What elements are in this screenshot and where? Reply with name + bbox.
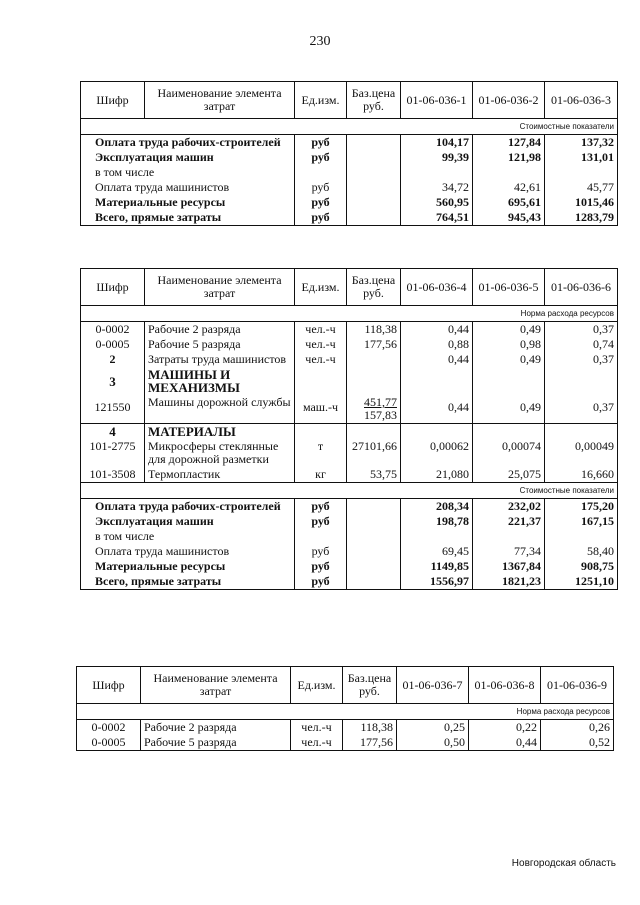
table-row bbox=[81, 544, 618, 559]
table-row bbox=[81, 352, 618, 367]
row-code: 0-0005 bbox=[81, 337, 145, 352]
table-row bbox=[81, 395, 618, 424]
row-value-3: 16,660 bbox=[545, 467, 618, 483]
row-name: Оплата труда рабочих-строителей bbox=[81, 135, 295, 151]
header-code: Шифр bbox=[77, 667, 141, 704]
table-header-row bbox=[81, 82, 618, 119]
row-price bbox=[347, 395, 401, 424]
header-col-1: 01-06-036-1 bbox=[401, 82, 473, 119]
row-unit: маш.-ч bbox=[295, 395, 347, 424]
row-name: Оплата труда машинистов bbox=[81, 180, 295, 195]
row-value-2: 0,49 bbox=[473, 395, 545, 424]
row-value-1: 764,51 bbox=[401, 210, 473, 226]
header-price: Баз.цена руб. bbox=[347, 269, 401, 306]
row-unit: чел.-ч bbox=[295, 337, 347, 352]
row-value-3: 0,37 bbox=[545, 395, 618, 424]
row-name: Всего, прямые затраты bbox=[81, 574, 295, 590]
row-unit: чел.-ч bbox=[291, 720, 343, 736]
row-name: Микросферы стеклянные для дорожной разметки bbox=[145, 439, 295, 467]
row-price: 177,56 bbox=[343, 735, 397, 751]
header-col-3: 01-06-036-6 bbox=[545, 269, 618, 306]
row-unit: чел.-ч bbox=[295, 322, 347, 338]
row-value-2: 77,34 bbox=[473, 544, 545, 559]
row-value-1: 560,95 bbox=[401, 195, 473, 210]
header-price: Баз.цена руб. bbox=[343, 667, 397, 704]
row-value-3: 167,15 bbox=[545, 514, 618, 529]
row-value-2: 0,22 bbox=[469, 720, 541, 736]
row-value-2: 0,00074 bbox=[473, 439, 545, 467]
row-value-1: 0,00062 bbox=[401, 439, 473, 467]
row-name: Эксплуатация машин bbox=[81, 150, 295, 165]
table-header-row bbox=[77, 667, 614, 704]
subheader-cost: Стоимостные показатели bbox=[81, 483, 618, 499]
row-value-1: 0,50 bbox=[397, 735, 469, 751]
row-value-3: 58,40 bbox=[545, 544, 618, 559]
table-row bbox=[81, 514, 618, 529]
row-value-1: 1149,85 bbox=[401, 559, 473, 574]
header-col-2: 01-06-036-5 bbox=[473, 269, 545, 306]
row-value-3: 45,77 bbox=[545, 180, 618, 195]
row-code: 121550 bbox=[81, 395, 145, 424]
row-value-3: 0,26 bbox=[541, 720, 614, 736]
row-price: 177,56 bbox=[347, 337, 401, 352]
page-number: 230 bbox=[309, 34, 331, 49]
row-value-1: 0,44 bbox=[401, 395, 473, 424]
table-row bbox=[81, 499, 618, 515]
row-value-1: 21,080 bbox=[401, 467, 473, 483]
row-value-3: 175,20 bbox=[545, 499, 618, 515]
header-col-3: 01-06-036-9 bbox=[541, 667, 614, 704]
row-unit: руб bbox=[295, 514, 347, 529]
resource-table-2 bbox=[80, 268, 618, 590]
header-name: Наименование элемента затрат bbox=[145, 82, 295, 119]
row-code: 0-0002 bbox=[81, 322, 145, 338]
row-unit: руб bbox=[295, 499, 347, 515]
row-value-3: 908,75 bbox=[545, 559, 618, 574]
table-row bbox=[81, 322, 618, 338]
row-name: Рабочие 5 разряда bbox=[141, 735, 291, 751]
header-name: Наименование элемента затрат bbox=[141, 667, 291, 704]
row-value-2: 1821,23 bbox=[473, 574, 545, 590]
row-value-3: 1283,79 bbox=[545, 210, 618, 226]
row-value-3: 1015,46 bbox=[545, 195, 618, 210]
row-value-2: 1367,84 bbox=[473, 559, 545, 574]
row-value-1: 69,45 bbox=[401, 544, 473, 559]
row-unit: руб bbox=[295, 574, 347, 590]
row-unit: руб bbox=[295, 180, 347, 195]
row-name: Машины дорожной службы bbox=[145, 395, 295, 424]
row-name: Затраты труда машинистов bbox=[145, 352, 295, 367]
row-price: 53,75 bbox=[347, 467, 401, 483]
row-value-2: 0,44 bbox=[469, 735, 541, 751]
table-row bbox=[77, 735, 614, 751]
row-name: Всего, прямые затраты bbox=[81, 210, 295, 226]
row-price: 118,38 bbox=[343, 720, 397, 736]
table-row bbox=[81, 467, 618, 483]
header-name: Наименование элемента затрат bbox=[145, 269, 295, 306]
row-unit: руб bbox=[295, 150, 347, 165]
table-row bbox=[81, 165, 618, 180]
section-row bbox=[81, 424, 618, 440]
header-col-2: 01-06-036-8 bbox=[469, 667, 541, 704]
row-unit: чел.-ч bbox=[295, 352, 347, 367]
table-row bbox=[81, 529, 618, 544]
header-col-1: 01-06-036-7 bbox=[397, 667, 469, 704]
table-row bbox=[81, 559, 618, 574]
row-value-3: 0,37 bbox=[545, 322, 618, 338]
table-row bbox=[81, 439, 618, 467]
header-col-3: 01-06-036-3 bbox=[545, 82, 618, 119]
header-unit: Ед.изм. bbox=[295, 82, 347, 119]
row-value-2: 232,02 bbox=[473, 499, 545, 515]
row-value-2: 945,43 bbox=[473, 210, 545, 226]
row-name: Материальные ресурсы bbox=[81, 195, 295, 210]
row-code: 3 bbox=[81, 367, 145, 395]
row-code: 0-0005 bbox=[77, 735, 141, 751]
row-value-1: 104,17 bbox=[401, 135, 473, 151]
table-row bbox=[81, 150, 618, 165]
row-value-2: 42,61 bbox=[473, 180, 545, 195]
row-code: 4 bbox=[81, 424, 145, 440]
row-name: Материальные ресурсы bbox=[81, 559, 295, 574]
row-value-1: 0,44 bbox=[401, 352, 473, 367]
row-name: Оплата труда рабочих-строителей bbox=[81, 499, 295, 515]
row-unit: кг bbox=[295, 467, 347, 483]
row-value-3: 0,00049 bbox=[545, 439, 618, 467]
row-price: 27101,66 bbox=[347, 439, 401, 467]
row-name: Рабочие 5 разряда bbox=[145, 337, 295, 352]
row-unit: руб bbox=[295, 135, 347, 151]
row-price: 118,38 bbox=[347, 322, 401, 338]
header-col-1: 01-06-036-4 bbox=[401, 269, 473, 306]
header-unit: Ед.изм. bbox=[291, 667, 343, 704]
row-name: в том числе bbox=[81, 529, 295, 544]
header-col-2: 01-06-036-2 bbox=[473, 82, 545, 119]
subheader-norm: Норма расхода ресурсов bbox=[77, 704, 614, 720]
row-value-1: 99,39 bbox=[401, 150, 473, 165]
row-name: МАТЕРИАЛЫ bbox=[145, 424, 295, 440]
table-header-row bbox=[81, 269, 618, 306]
row-code: 0-0002 bbox=[77, 720, 141, 736]
row-code: 101-3508 bbox=[81, 467, 145, 483]
row-code: 101-2775 bbox=[81, 439, 145, 467]
row-name: Рабочие 2 разряда bbox=[141, 720, 291, 736]
row-value-2: 25,075 bbox=[473, 467, 545, 483]
footer-region: Новгородская область bbox=[511, 858, 616, 869]
row-unit: руб bbox=[295, 559, 347, 574]
row-price-secondary: 157,83 bbox=[364, 408, 397, 422]
row-unit: руб bbox=[295, 544, 347, 559]
table-row bbox=[81, 195, 618, 210]
row-unit: руб bbox=[295, 210, 347, 226]
header-unit: Ед.изм. bbox=[295, 269, 347, 306]
row-name: Термопластик bbox=[145, 467, 295, 483]
row-price-underlined: 451,77 bbox=[364, 395, 397, 409]
row-value-2: 0,49 bbox=[473, 322, 545, 338]
row-value-3: 0,52 bbox=[541, 735, 614, 751]
row-value-2: 127,84 bbox=[473, 135, 545, 151]
row-value-3: 131,01 bbox=[545, 150, 618, 165]
row-value-1: 0,25 bbox=[397, 720, 469, 736]
row-value-1: 198,78 bbox=[401, 514, 473, 529]
row-value-3: 137,32 bbox=[545, 135, 618, 151]
row-value-1: 0,88 bbox=[401, 337, 473, 352]
subheader-cost: Стоимостные показатели bbox=[81, 119, 618, 135]
section-row bbox=[81, 367, 618, 395]
table-row bbox=[81, 135, 618, 151]
subheader-norm: Норма расхода ресурсов bbox=[81, 306, 618, 322]
row-unit: т bbox=[295, 439, 347, 467]
row-value-2: 0,98 bbox=[473, 337, 545, 352]
row-name: Эксплуатация машин bbox=[81, 514, 295, 529]
row-value-3: 0,37 bbox=[545, 352, 618, 367]
resource-table-3 bbox=[76, 666, 614, 751]
row-unit: руб bbox=[295, 195, 347, 210]
row-value-3: 0,74 bbox=[545, 337, 618, 352]
row-value-3: 1251,10 bbox=[545, 574, 618, 590]
row-code: 2 bbox=[81, 352, 145, 367]
header-code: Шифр bbox=[81, 269, 145, 306]
table-row bbox=[81, 574, 618, 590]
row-value-2: 695,61 bbox=[473, 195, 545, 210]
row-value-1: 34,72 bbox=[401, 180, 473, 195]
row-name: МАШИНЫ И МЕХАНИЗМЫ bbox=[145, 367, 295, 395]
row-value-2: 221,37 bbox=[473, 514, 545, 529]
row-unit: чел.-ч bbox=[291, 735, 343, 751]
row-value-1: 1556,97 bbox=[401, 574, 473, 590]
header-code: Шифр bbox=[81, 82, 145, 119]
table-row bbox=[81, 180, 618, 195]
row-value-2: 0,49 bbox=[473, 352, 545, 367]
row-name: Оплата труда машинистов bbox=[81, 544, 295, 559]
table-row bbox=[77, 720, 614, 736]
row-value-1: 0,44 bbox=[401, 322, 473, 338]
row-value-2: 121,98 bbox=[473, 150, 545, 165]
table-row bbox=[81, 210, 618, 226]
table-row bbox=[81, 337, 618, 352]
row-name: Рабочие 2 разряда bbox=[145, 322, 295, 338]
cost-table-1 bbox=[80, 81, 618, 226]
row-name: в том числе bbox=[81, 165, 295, 180]
header-price: Баз.цена руб. bbox=[347, 82, 401, 119]
row-value-1: 208,34 bbox=[401, 499, 473, 515]
